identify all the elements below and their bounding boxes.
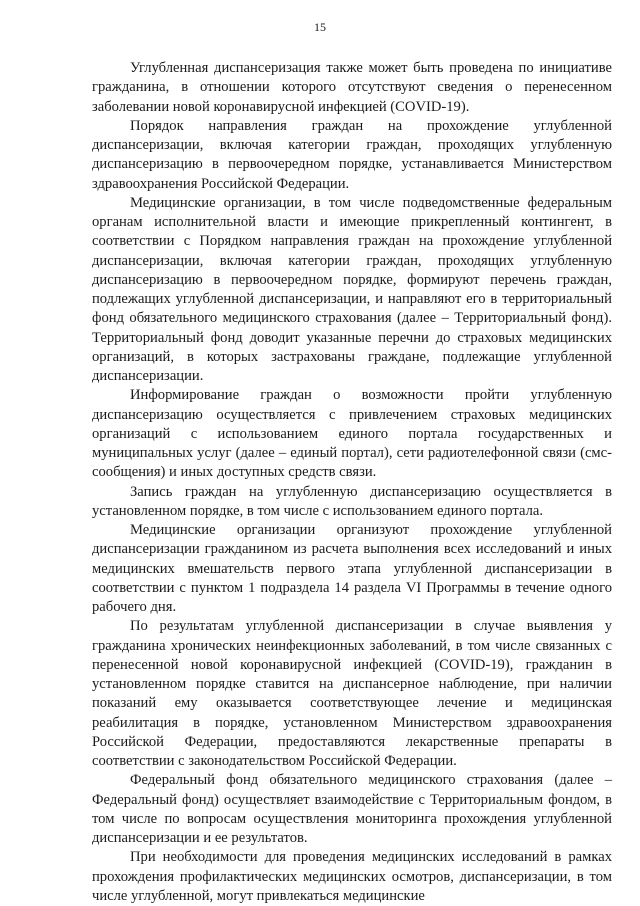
paragraph-informing-citizens: Информирование граждан о возможности пройти углубленную диспансеризацию осуществляется с привлечением страховых медицинских организаций с использованием единого портала государственных и муниципальных услуг (далее – единый портал), сети радиотелефонной связи (смс-сообщения) и иных доступных средств связи. (92, 387, 612, 481)
paragraph-one-day-completion: Медицинские организации организуют прохождение углубленной диспансеризации гражданином из расчета выполнения всех исследований и иных медицинских вмешательств первого этапа углубленной диспансеризации в соответствии с пунктом 1 подраздела 14 раздела VI Программы в течение одного рабочего дня. (92, 522, 612, 615)
paragraph-federal-fund-interaction: Федеральный фонд обязательного медицинского страхования (далее – Федеральный фонд) осуществляет взаимодействие с Территориальным фондом, в том числе по вопросам осуществления мониторинга прохождения углубленной диспансеризации и ее результатов. (92, 772, 612, 846)
page-number: 15 (314, 20, 326, 34)
paragraph-medical-organizations-lists: Медицинские организации, в том числе подведомственные федеральным органам исполнительной власти и имеющие прикрепленный контингент, в соответствии с Порядком направления граждан на прохождение углубленной диспансеризации, включая категории граждан, проходящих углубленную диспансеризацию в первоочередном порядке, формируют перечень граждан, подлежащих углубленной диспансеризации, и направляют его в территориальный фонд обязательного медицинского страхования (далее – Территориальный фонд). Территориальный фонд доводит указанные перечни до страховых медицинских организаций, в которых застрахованы граждане, подлежащие углубленной диспансеризации. (92, 194, 612, 384)
paragraph-voluntary-initiative: Углубленная диспансеризация также может быть проведена по инициативе гражданина, в отношении которого отсутствуют сведения о перенесенном заболевании новой коронавирусной инфекцией (COVID-19). (92, 60, 612, 115)
paragraph-results-follow-up: По результатам углубленной диспансеризации в случае выявления у гражданина хронических неинфекционных заболеваний, в том числе связанных с перенесенной новой коронавирусной инфекцией (COVID-19), гражданин в установленном порядке ставится на диспансерное наблюдение, при наличии показаний ему оказывается соответствующее лечение и медицинская реабилитация в порядке, установленном Министерством здравоохранения Российской Федерации, предоставляются лекарственные препараты в соответствии с законодательством Российской Федерации. (92, 618, 612, 769)
paragraph-additional-organizations: При необходимости для проведения медицинских исследований в рамках прохождения профилактических медицинских осмотров, диспансеризации, в том числе углубленной, могут привлекаться медицинские (92, 849, 612, 904)
paragraph-referral-procedure: Порядок направления граждан на прохождение углубленной диспансеризации, включая категории граждан, проходящих углубленную диспансеризацию в первоочередном порядке, устанавливается Министерством здравоохранения Российской Федерации. (92, 117, 612, 192)
paragraph-appointment-registration: Запись граждан на углубленную диспансеризацию осуществляется в установленном порядке, в том числе с использованием единого портала. (92, 483, 612, 519)
document-body (92, 59, 612, 906)
